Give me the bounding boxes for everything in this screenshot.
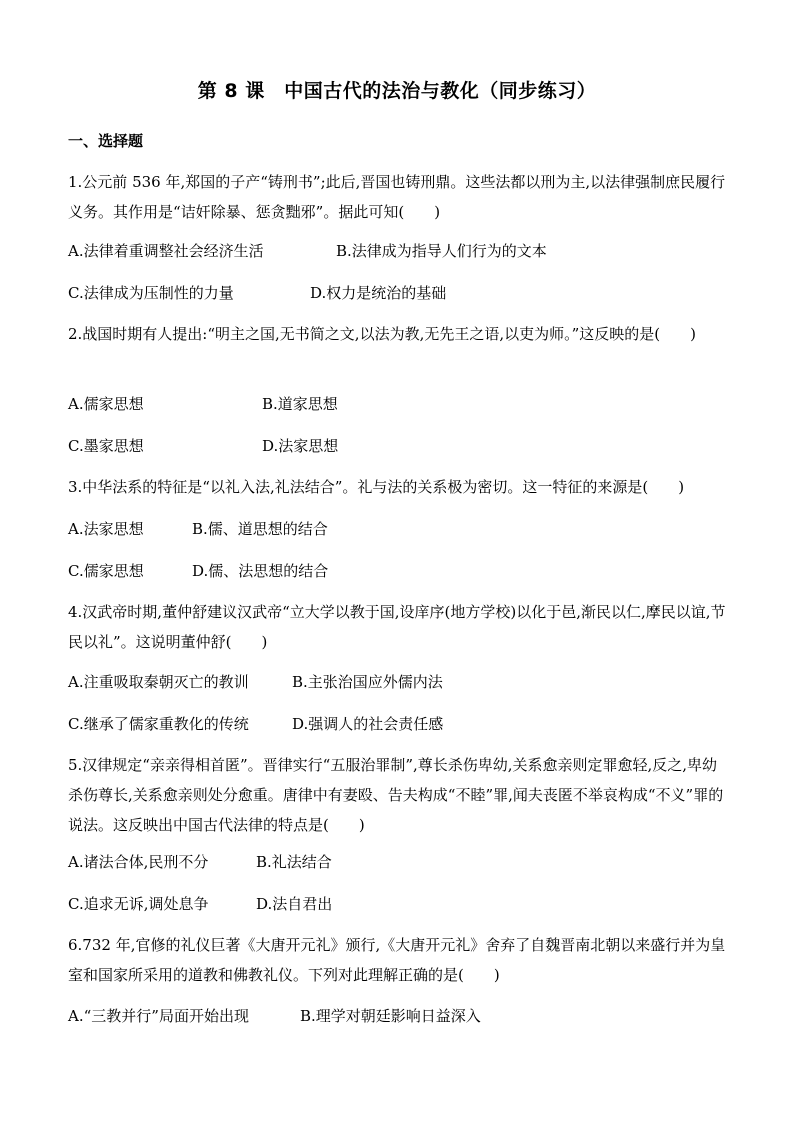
option: B.主张治国应外儒内法 bbox=[292, 673, 443, 691]
option-row bbox=[68, 671, 443, 693]
option: D.强调人的社会责任感 bbox=[292, 715, 444, 733]
option: C.追求无诉,调处息争 bbox=[68, 895, 209, 913]
option-row bbox=[68, 240, 547, 262]
option: B.礼法结合 bbox=[256, 853, 332, 871]
option-row bbox=[68, 282, 446, 304]
option: D.法自君出 bbox=[256, 895, 333, 913]
question-stem: 6.732 年,官修的礼仪巨著《大唐开元礼》颁行,《大唐开元礼》舍弃了自魏晋南北朝以来盛行并为皇室和国家所采用的道教和佛教礼仪。下列对此理解正确的是( ) bbox=[68, 936, 726, 984]
page-title: 第 8 课 中国古代的法治与教化（同步练习） bbox=[197, 80, 597, 102]
option-row bbox=[68, 393, 338, 415]
option: A.法家思想 bbox=[68, 520, 144, 538]
option-row bbox=[68, 851, 332, 873]
option: B.儒、道思想的结合 bbox=[192, 520, 328, 538]
option-row bbox=[68, 518, 328, 540]
option-row bbox=[68, 435, 338, 457]
option: A.“三教并行”局面开始出现 bbox=[68, 1007, 249, 1025]
option: A.儒家思想 bbox=[68, 395, 144, 413]
option: A.法律着重调整社会经济生活 bbox=[68, 242, 264, 260]
question-stem: 1.公元前 536 年,郑国的子产“铸刑书”;此后,晋国也铸刑鼎。这些法都以刑为主,以法律强制庶民履行义务。其作用是“诘奸除暴、惩贪黜邪”。据此可知( ) bbox=[68, 173, 726, 221]
option: C.墨家思想 bbox=[68, 437, 144, 455]
option: C.继承了儒家重教化的传统 bbox=[68, 715, 249, 733]
option: A.诸法合体,民刑不分 bbox=[68, 853, 209, 871]
option-row bbox=[68, 560, 328, 582]
option: B.理学对朝廷影响日益深入 bbox=[300, 1007, 481, 1025]
option-row bbox=[68, 893, 332, 915]
option: D.法家思想 bbox=[262, 437, 339, 455]
option: D.权力是统治的基础 bbox=[310, 284, 447, 302]
question-stem: 5.汉律规定“亲亲得相首匿”。晋律实行“五服治罪制”,尊长杀伤卑幼,关系愈亲则定罪愈轻,反之,卑幼杀伤尊长,关系愈亲则处分愈重。唐律中有妻殴、告夫构成“不睦”罪,闻夫丧匿不举哀构成“不义”罪的说法。这反映出中国古代法律的特点是( ) bbox=[68, 756, 724, 834]
option: B.道家思想 bbox=[262, 395, 338, 413]
option: C.法律成为压制性的力量 bbox=[68, 284, 234, 302]
question-stem: 4.汉武帝时期,董仲舒建议汉武帝“立大学以教于国,设庠序(地方学校)以化于邑,渐民以仁,摩民以谊,节民以礼”。这说明董仲舒( ) bbox=[68, 603, 726, 651]
option: D.儒、法思想的结合 bbox=[192, 562, 329, 580]
question-stem: 3.中华法系的特征是“以礼入法,礼法结合”。礼与法的关系极为密切。这一特征的来源是( ) bbox=[68, 478, 685, 496]
option-row bbox=[68, 713, 443, 735]
option: C.儒家思想 bbox=[68, 562, 144, 580]
question-stem: 2.战国时期有人提出:“明主之国,无书简之文,以法为教,无先王之语,以吏为师。”这反映的是( ) bbox=[68, 325, 696, 343]
option: B.法律成为指导人们行为的文本 bbox=[336, 242, 547, 260]
option: A.注重吸取秦朝灭亡的教训 bbox=[68, 673, 249, 691]
section-heading: 一、选择题 bbox=[68, 132, 144, 150]
option-row bbox=[68, 1005, 481, 1027]
